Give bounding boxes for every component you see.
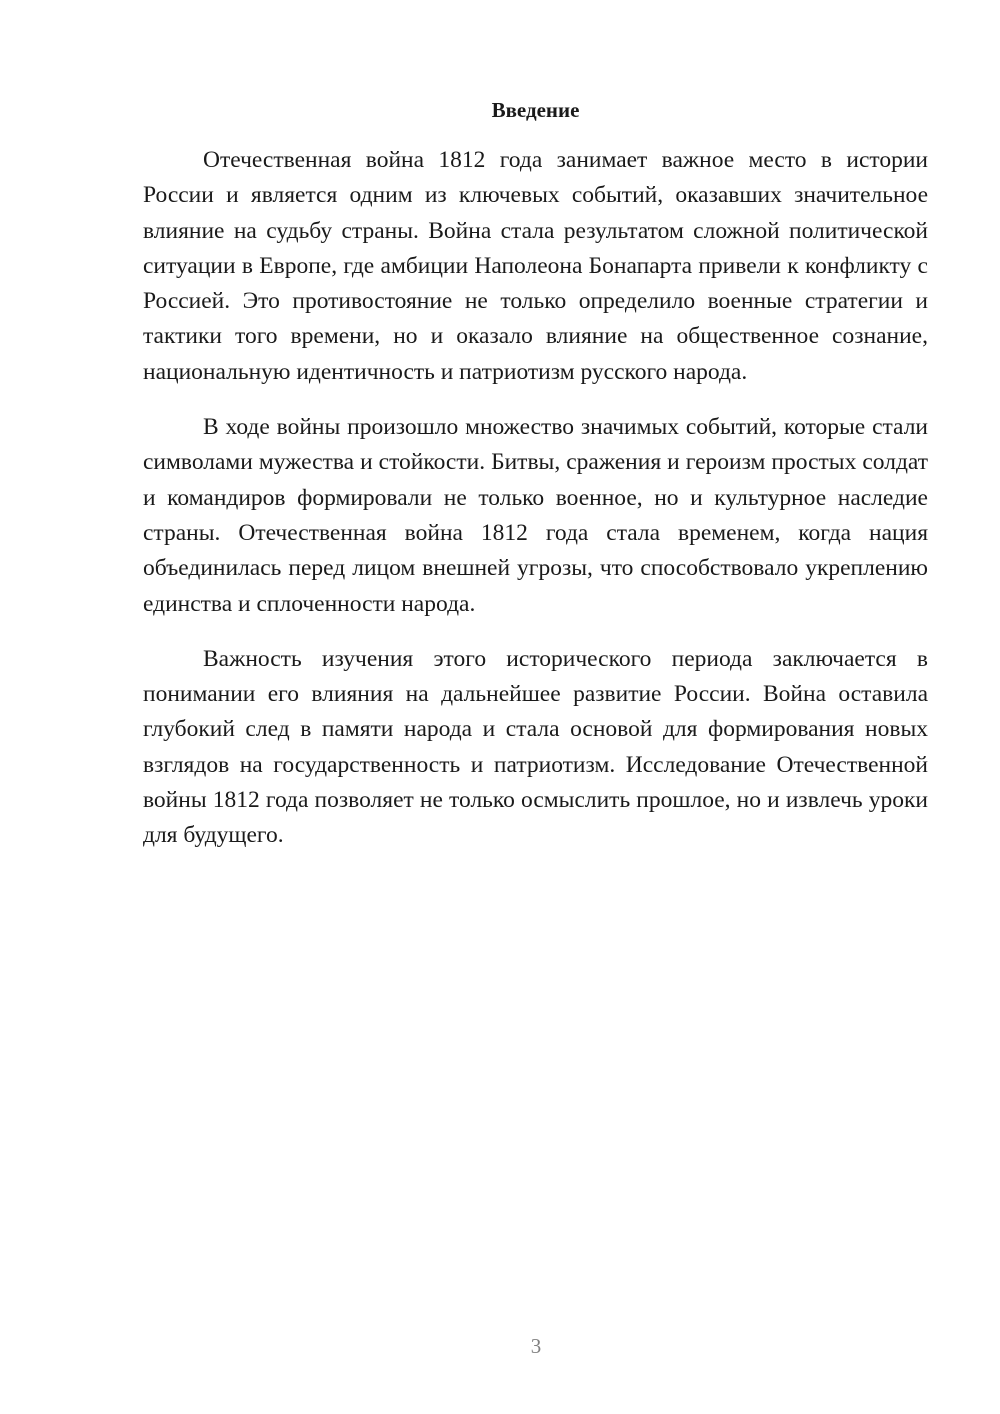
paragraph-2: В ходе войны произошло множество значимых событий, которые стали символами мужества и стойкости. Битвы, сражения и героизм простых солдат и командиров формировали не только военное, но и культурное наследие страны. Отечественная война 1812 года стала временем, когда нация объединилась перед лицом внешней угрозы, что способствовало укреплению единства и сплоченности народа. bbox=[143, 414, 928, 617]
page-number: 3 bbox=[530, 1334, 542, 1358]
page-content bbox=[143, 95, 928, 874]
section-title: Введение bbox=[491, 98, 580, 122]
paragraph-1: Отечественная война 1812 года занимает важное место в истории России и является одним из ключевых событий, оказавших значительное влияние на судьбу страны. Война стала результатом сложной политической ситуации в Европе, где амбиции Наполеона Бонапарта привели к конфликту с Россией. Это противостояние не только определило военные стратегии и тактики того времени, но и оказало влияние на общественное сознание, национальную идентичность и патриотизм русского народа. bbox=[143, 147, 928, 385]
paragraph-3: Важность изучения этого исторического периода заключается в понимании его влияния на дальнейшее развитие России. Война оставила глубокий след в памяти народа и стала основой для формирования новых взглядов на государственность и патриотизм. Исследование Отечественной войны 1812 года позволяет не только осмыслить прошлое, но и извлечь уроки для будущего. bbox=[143, 645, 928, 849]
